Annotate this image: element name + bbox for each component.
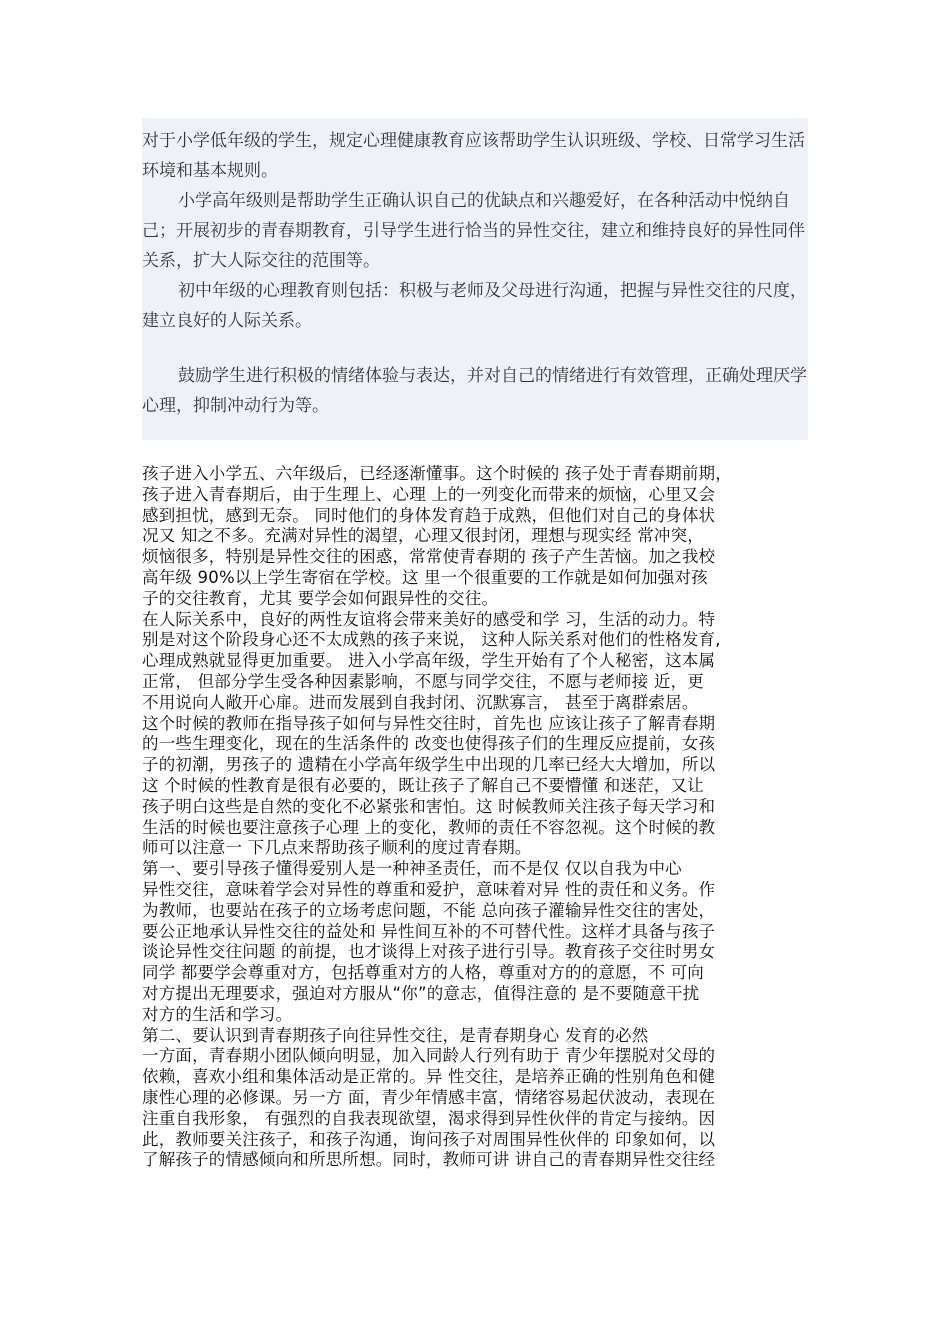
text-line: 了解孩子的情感倾向和所思所想。同时，教师可讲 讲自己的青春期异性交往经 — [142, 1150, 716, 1170]
shaded-summary-box — [142, 118, 808, 440]
text-line: 孩子明白这些是自然的变化不必紧张和害怕。这 时候教师关注孩子每天学习和 — [142, 796, 716, 816]
text-line: 心理成熟就显得更加重要。 进入小学高年级，学生开始有了个人秘密，这本属 — [142, 651, 716, 671]
text-line: 孩子进入小学五、六年级后，已经逐渐懂事。这个时候的 孩子处于青春期前期， — [142, 464, 732, 483]
text-line: 高年级 90%以上学生寄宿在学校。这 里一个很重要的工作就是如何加强对孩 — [142, 567, 708, 587]
text-line: 不用说向人敞开心扉。进而发展到自我封闭、沉默寡言， 甚至于离群索居。 — [142, 692, 699, 712]
text-line: 注重自我形象， 有强烈的自我表现欲望，渴求得到异性伙伴的肯定与接纳。因 — [142, 1108, 716, 1128]
text-line: 康性心理的必修课。另一方 面，青少年情感丰富，情绪容易起伏波动，表现在 — [142, 1087, 716, 1107]
main-text — [142, 464, 810, 1171]
text-line: 异性交往，意味着学会对异性的尊重和爱护，意味着对异 性的责任和义务。作 — [142, 879, 716, 899]
text-line: 此，教师要关注孩子，和孩子沟通，询问孩子对周围异性伙伴的 印象如何，以 — [142, 1129, 716, 1149]
text-line: 孩子进入青春期后，由于生理上、心理 上的一列变化而带来的烦恼，心里又会 — [142, 484, 716, 504]
text-line: 要公正地承认异性交往的益处和 异性间互补的不可替代性。这样才具备与孩子 — [142, 921, 716, 941]
text-line: 况又 知之不多。充满对异性的渴望，心理又很封闭，理想与现实经 常冲突， — [142, 526, 704, 546]
paragraph-upper-grades: 小学高年级则是帮助学生正确认识自己的优缺点和兴趣爱好，在各种活动中悦纳自己；开展初步的青春期教育，引导学生进行恰当的异性交往，建立和维持良好的异性同伴关系，扩大人际交往的范围等。 — [142, 191, 805, 271]
text-line: 生活的时候也要注意孩子心理 上的变化，教师的责任不容忽视。这个时候的教 — [142, 817, 716, 837]
text-line: 正常， 但部分学生受各种因素影响，不愿与同学交往，不愿与老师接 近，更 — [142, 671, 704, 691]
text-line: 别是对这个阶段身心还不太成熟的孩子来说， 这种人际关系对他们的性格发育, — [142, 630, 721, 650]
paragraph-junior-high: 初中年级的心理教育则包括：积极与老师及父母进行沟通，把握与异性交往的尺度，建立良好的人际关系。 — [142, 281, 807, 331]
text-line: 为教师，也要站在孩子的立场考虑问题，不能 总向孩子灌输异性交往的害处， — [142, 900, 716, 920]
text-line: 师可以注意一 下几点来帮助孩子顺利的度过青春期。 — [142, 838, 532, 858]
text-line: 这 个时候的性教育是很有必要的，既让孩子了解自己不要懵懂 和迷茫，又让 — [142, 775, 704, 795]
text-line: 烦恼很多，特别是异性交往的困惑，常常使青春期的 孩子产生苦恼。加之我校 — [142, 547, 716, 567]
text-line: 这个时候的教师在指导孩子如何与异性交往时，首先也 应该让孩子了解青春期 — [142, 713, 716, 733]
text-line: 子的交往教育，尤其 要学会如何跟异性的交往。 — [142, 588, 499, 608]
text-line: 谈论异性交往问题 的前提，也才谈得上对孩子进行引导。教育孩子交往时男女 — [142, 942, 716, 962]
text-line: 对方提出无理要求，强迫对方服从“你”的意志，值得注意的 是不要随意干扰 — [142, 983, 700, 1003]
paragraph-emotions: 鼓励学生进行积极的情绪体验与表达，并对自己的情绪进行有效管理，正确处理厌学心理，抑制冲动行为等。 — [142, 366, 807, 416]
text-line: 的一些生理变化，现在的生活条件的 改变也使得孩子们的生理反应提前，女孩 — [142, 734, 716, 754]
text-line: 一方面，青春期小团队倾向明显，加入同龄人行列有助于 青少年摆脱对父母的 — [142, 1046, 716, 1066]
text-line: 依赖，喜欢小组和集体活动是正常的。异 性交往，是培养正确的性别角色和健 — [142, 1067, 716, 1087]
text-line: 在人际关系中，良好的两性友谊将会带来美好的感受和学 习，生活的动力。特 — [142, 609, 716, 629]
text-line: 感到担忧，感到无奈。 同时他们的身体发育趋于成熟，但他们对自己的身体状 — [142, 505, 716, 525]
paragraph-lower-grades: 对于小学低年级的学生，规定心理健康教育应该帮助学生认识班级、学校、日常学习生活环境和基本规则。 — [142, 131, 805, 181]
section-heading-second: 第二、要认识到青春期孩子向往异性交往，是青春期身心 发育的必然 — [142, 1025, 649, 1045]
text-line: 同学 都要学会尊重对方，包括尊重对方的人格，尊重对方的的意愿，不 可向 — [142, 963, 704, 983]
text-line: 子的初潮，男孩子的 遗精在小学高年级学生中出现的几率已经大大增加，所以 — [142, 755, 716, 775]
text-line: 对方的生活和学习。 — [142, 1004, 293, 1024]
section-heading-first: 第一、要引导孩子懂得爱别人是一种神圣责任，而不是仅 仅以自我为中心 — [142, 859, 682, 879]
